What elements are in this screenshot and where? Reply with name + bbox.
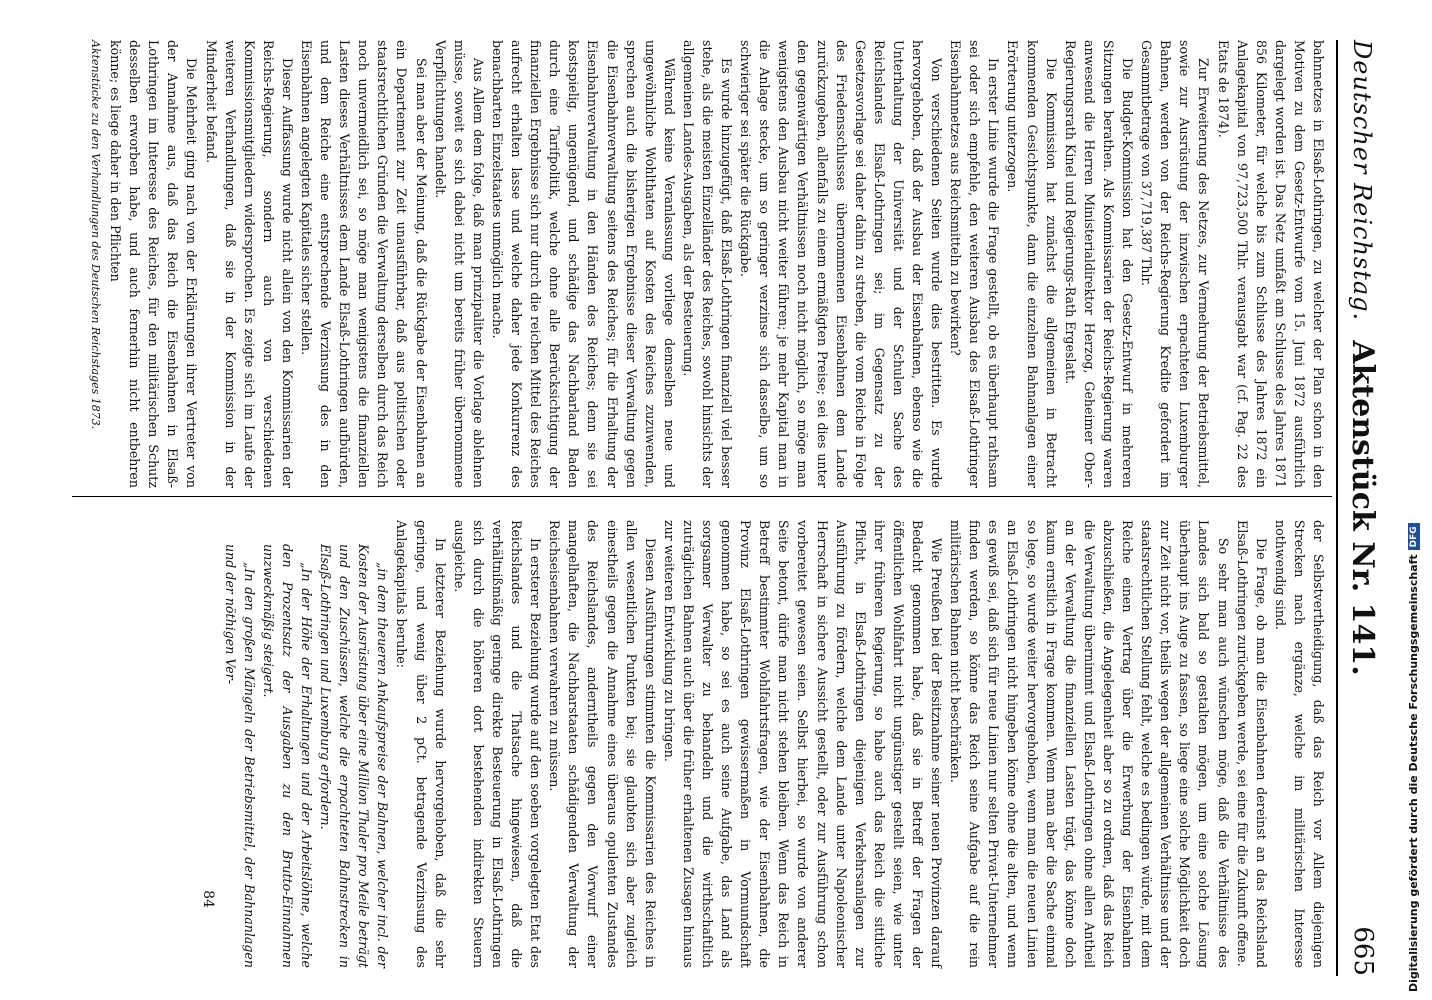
- paragraph: Es wurde hinzugefügt, daß Elsaß-Lothringen finanziell viel besser stehe, als die meisten Einzelländer des Reiches, sowohl hinsichts der allgemeinen Landes-Ausgaben, als der Besteuerung.: [680, 40, 735, 488]
- footer-note: Aktenstücke zu den Verhandlungen des Deutschen Reichstages 1873.: [89, 40, 102, 430]
- paragraph: bahnnetzes in Elsaß-Lothringen, zu welcher der Plan schon in den Motiven zu dem Gesetz-Entwurfe vom 15. Juni 1872 ausführlich dargelegt worden ist. Das Netz umfaßt am Schlusse des Jahres 1871 856 Kilometer, für welche bis zum Schlusse des Jahres 1872 ein Anlagekapital von 97,723,500 Thlr. verausgabt war (cf. Pag. 22 des Etats de 1874).: [1215, 40, 1326, 488]
- paragraph: Dieser Auffassung wurde nicht allein von den Kommissarien der Reichs-Regierung, sondern auch von verschiedenen Kommissionsmitgliedern widersprochen. Es zeigte sich im Laufe der weiteren Verhandlungen, daß sie in der Kommission in der Minderheit befand.: [203, 40, 295, 488]
- paragraph: Von verschiedenen Seiten wurde dies bestritten. Es wurde hervorgehoben, daß der Ausbau der Eisenbahnen, ebenso wie die Unterhaltung der Universität und der Schulen Sache des Reichslandes Elsaß-Lothringen sei; im Gegensatz zu der Gesetzesvorlage sei daher dahin zu streben, die vom Reiche in Folge des Friedensschlusses übernommenen Eisenbahnen dem Lande zurückzugeben, allenfalls zu einem ermäßigten Preise; sei dies unter den gegenwärtigen Verhältnissen noch nicht möglich, so möge man wenigstens den Ausbau nicht weiter führen; je mehr Kapital man in die Anlage stecke, um so geringer verzinse sich dasselbe, um so schwieriger sei später die Rückgabe.: [738, 40, 945, 488]
- page-number: 665: [1348, 926, 1378, 976]
- paragraph: der Selbstvertheidigung, daß das Reich vor Allem diejenigen Strecken nach ergänze, welche im militärischen Interesse nothwendig sind.: [1272, 520, 1326, 968]
- quote-paragraph: „In der Höhe der Erhaltungen und der Arbeitslöhne, welche den Prozentsatz der Ausgaben zu den Brutto-Einnahmen unzweckmäßig steigert.: [260, 544, 315, 968]
- quote-paragraph: „in dem theueren Ankaufspreise der Bahnen, welcher incl. der Kosten der Ausrüstung über eine Million Thaler pro Meile beträgt und den Zuschüssen, welche die erpachteten Bahnstrecken in Elsaß-Lothringen und Luxemburg erfordern.: [318, 544, 391, 968]
- paragraph: Diesen Ausführungen stimmten die Kommissarien des Reiches in allen wesentlichen Punkten bei; sie glaubten sich aber zugleich einestheils gegen die Annahme eines überaus opulenten Zustandes des Reichslandes, anderntheils gegen den Vorwurf einer mangelhaften, die Nachbarstaaten schädigenden Verwaltung der Reichseisenbahnen verwahren zu müssen.: [547, 520, 658, 968]
- credit-text: Digitalisierung gefördert durch die Deutsche Forschungsgemeinschaft: [1407, 554, 1420, 992]
- paragraph: Die Mehrheit ging nach von der Erklärungen ihrer Vertreter von der Annahme aus, daß das Reich die Eisenbahnen in Elsaß-Lothringen im Interesse des Reiches, für den militärischen Schutz desselben erworben habe, und auch fernerhin nicht entbehren könne; es liege daher in den Pflichten: [108, 40, 200, 488]
- sheet-signature: 84: [199, 890, 216, 908]
- dfg-logo-badge: DFG: [1408, 523, 1420, 550]
- paragraph: Sei man aber der Meinung, daß die Rückgabe der Eisenbahnen an ein Departement zur Zeit unausführbar, daß aus politischen oder staatsrechtlichen Gründen die Verwaltung derselben durch das Reich noch unvermeidlich sei, so möge man wenigstens die finanziellen Lasten dieses Verhältnisses dem Lande Elsaß-Lothringen aufbürden, und dem Reiche eine entsprechende Verzinsung des in den Eisenbahnen angelegten Kapitales sicher stellen.: [299, 40, 429, 488]
- paragraph: Die Frage, ob man die Eisenbahnen dereinst an das Reichsland Elsaß-Lothringen zurückgeben werde, sei eine für die Zukunft offene.: [1234, 520, 1269, 968]
- paragraph: Die Budget-Kommission hat den Gesetz-Entwurf in mehreren Sitzungen berathen. Als Kommissarien der Reichs-Regierung waren anwesend die Herren Ministerialdirektor Herzog, Geheimer Ober-Regierungsrath Kinel und Regierungs-Rath Ergeslatt.: [1062, 40, 1136, 488]
- issue-title: Aktenstück Nr. 141.: [1345, 340, 1380, 676]
- page-header: [1342, 40, 1386, 976]
- paragraph: So sehr man auch wünschen möge, daß die Verhältnisse des Landes sich bald so gestalten mögen, um eine solche Lösung überhaupt ins Auge zu fassen, so liege eine solche Möglichkeit doch zur Zeit nicht vor, theils wegen der allgemeinen Verhältnisse und der staatsrechtlichen Stellung fehlt, welche es bedingen würde, mit dem Reiche einen Vertrag über die Erwerbung der Eisenbahnen abzuschließen, die Angelegenheit aber so zu ordnen, daß das Reich die Verwaltung übernimmt und Elsaß-Lothringen ohne allen Antheil an der Verwaltung die finanziellen Lasten trägt, das könne doch kaum ernstlich in Frage kommen. Wenn man aber die Sache einmal so lege, so wurde weiter hervorgehoben, wenn man die neuen Linien an Elsaß-Lothringen nicht hingeben könne ohne die alten, und wenn es gewiß sei, daß sich für neue Linien nur selten Privat-Unternehmer finden werden, so könne das Reich seine Aufgabe auf die rein militärischen Bahnen nicht beschränken.: [948, 520, 1231, 968]
- left-column: [88, 40, 1328, 488]
- paragraph: Aus Allem dem folge, daß man prinzipaliter die Vorlage ablehnen müsse, soweit es sich dabei nicht um bereits früher übernommene Verpflichtungen handelt.: [432, 40, 486, 488]
- header-rule: [1336, 40, 1338, 976]
- paragraph: Die Kommission hat zunächst die allgemeinen in Betracht kommenden Gesichtspunkte, dann die einzelnen Bahnanlagen einer Erörterung unterzogen.: [1005, 40, 1059, 488]
- paragraph: Während keine Veranlassung vorliege demselben neue und ungewöhnliche Wohlthaten auf Kosten des Reiches zuzuwenden, sprechen auch die bisherigen Ergebnisse dieser Verwaltung gegen die Eisenbahnverwaltung seitens des Reiches; für die Erhaltung der Eisenbahnverwaltung in den Händen des Reiches; denn sie sei kostspielig, ungenügend, und schädige das Nachbarland Baden durch eine Tarifpolitik, welche ohne alle Berücksichtigung der finanziellen Ergebnisse sich nur durch die reichen Mittel des Reiches aufrecht erhalten lasse und welche daher jede Konkurrenz des benachbarten Einzelstaates unmöglich mache.: [489, 40, 677, 488]
- right-column: [197, 520, 1328, 968]
- paragraph: In letzterer Beziehung wurde hervorgehoben, daß die sehr geringe, und wenig über 2 pCt. betragende Verzinsung des Anlagekapitals beruhe:: [394, 520, 448, 968]
- running-title: Deutscher Reichstag.: [1348, 40, 1376, 322]
- paragraph: In erster Linie wurde die Frage gestellt, ob es überhaupt rathsam sei oder sich empfehle, den weiteren Ausbau des Elsaß-Lothringer Eisenbahnnetzes aus Reichsmitteln zu bewirken?: [948, 40, 1002, 488]
- digitization-credit: [1407, 523, 1420, 992]
- quote-paragraph: „In den großen Mängeln der Betriebsmittel, der Bahnanlagen und der nöthigen Ver-: [222, 544, 257, 968]
- paragraph: Zur Erweiterung des Netzes, zur Vermehrung der Betriebsmittel, sowie zur Ausrüstung der inzwischen erpachteten Luxemburger Bahnen, werden von der Reichs-Regierung Kredite gefordert im Gesammtbetrage von 37,719,387 Thlr.: [1139, 40, 1212, 488]
- paragraph: In ersterer Beziehung wurde auf den soeben vorgelegten Etat des Reichslandes und die Thatsache hingewiesen, daß die verhältnißmäßig geringe direkte Besteuerung in Elsaß-Lothringen sich durch die höheren dort bestehenden indirekten Steuern ausgleiche.: [451, 520, 544, 968]
- paragraph: Wie Preußen bei der Besitznahme seiner neuen Provinzen darauf Bedacht genommen habe, daß sie in Betreff der Fragen der öffentlichen Wohlfahrt nicht ungünstiger gestellt seien, wie unter ihrer früheren Regierung, so habe auch das Reich die sittliche Pflicht, in Elsaß-Lothringen diejenigen Verkehrsanlagen zur Ausführung zu fördern, welche dem Lande unter Napoleonischer Herrschaft in sichere Aussicht gestellt, oder zur Ausführung schon vorbereitet gewesen seien. Selbst hierbei, so wurde von anderer Seite betont, dürfe man nicht stehen bleiben. Wenn das Reich in Betreff bestimmter Wohlfahrtsfragen, wie der Eisenbahnen, die Provinz Elsaß-Lothringen gewissermaßen in Vormundschaft genommen habe, so sei es auch seine Aufgabe, das Land als sorgsamer Verwalter zu behandeln und die wirthschaftlich zuträglichen Bahnen auch über die früher erhaltenen Zusagen hinaus zur weiteren Entwicklung zu bringen.: [661, 520, 945, 968]
- column-divider: [72, 496, 1332, 497]
